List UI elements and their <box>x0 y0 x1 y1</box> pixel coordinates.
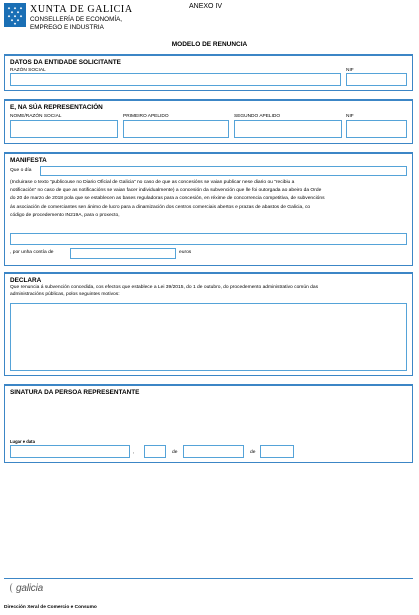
rep-name-field[interactable] <box>10 120 118 138</box>
org-name: XUNTA DE GALICIA <box>30 4 133 15</box>
declara-section <box>4 272 413 376</box>
company-name-label: RAZÓN SOCIAL <box>10 68 46 73</box>
manifesta-body-line-2: notificación” no caso de que as notificacións se vaian facer individualmente) a concesión da subvención que lle foi outorgada ao abeiro da Orde <box>10 188 322 194</box>
second-surname-label: SEGUNDO APELIDO <box>234 114 281 119</box>
applicant-section <box>4 54 413 91</box>
declara-body-line-1: Que renuncia á subvención concedida, cos efectos que establece a Lei 39/2015, do 1 de outubro, do procedemento administrativo común das <box>10 285 319 290</box>
month-field[interactable] <box>183 445 244 458</box>
signature-section-title: SINATURA DA PERSOA REPRESENTANTE <box>10 389 140 396</box>
rep-nif-field[interactable] <box>346 120 407 138</box>
form-title: MODELO DE RENUNCIA <box>171 41 248 48</box>
date-prefix-text: Que o día <box>10 168 32 173</box>
galicia-logo <box>10 583 43 594</box>
galicia-logo-text: galicia <box>16 583 43 594</box>
xunta-logo-icon <box>4 3 26 27</box>
manifesta-body-line-4: ás asociación de comerciantes sen ánimo de lucro para a dinamización dos centros comerciais abertos e prazas de abastos de Galicia, co <box>10 204 311 210</box>
company-name-field[interactable] <box>10 73 341 86</box>
amount-prefix-text: , por unha contía de <box>10 250 54 255</box>
footer-department: Dirección Xeral de Comercio e Consumo <box>4 605 97 610</box>
declara-body <box>10 285 409 298</box>
de-label-1: de <box>172 450 178 455</box>
place-date-label: Lugar e data <box>10 439 35 444</box>
declara-body-line-2: administracións públicas, polos seguintes motivos: <box>10 291 120 297</box>
manifesta-section <box>4 152 413 266</box>
applicant-nif-label: NIF <box>346 68 354 73</box>
department-name <box>30 16 122 31</box>
representative-section <box>4 99 413 144</box>
day-field[interactable] <box>144 445 166 458</box>
first-surname-field[interactable] <box>123 120 229 138</box>
manifesta-section-title: MANIFESTA <box>10 157 47 164</box>
signature-section <box>4 384 413 463</box>
rep-name-label: NOME/RAZÓN SOCIAL <box>10 114 62 119</box>
de-label-2: de <box>250 450 256 455</box>
project-field[interactable] <box>10 233 407 245</box>
manifesta-body-line-3: do 20 de marzo de 2018 pola que se establecen as bases reguladoras para a concesión, en réxime de concorrencia competitiva, de subvencións <box>10 196 325 202</box>
second-surname-field[interactable] <box>234 120 342 138</box>
department-line-2: EMPREGO E INDUSTRIA <box>30 23 104 31</box>
department-line-1: CONSELLERÍA DE ECONOMÍA, <box>30 16 123 23</box>
amount-field[interactable] <box>70 248 176 259</box>
annex-label: ANEXO IV <box>189 3 223 10</box>
manifesta-body-line-1: (Incluirase o texto “publicouse no Diario Oficial de Galicia” no caso de que as concesións se vaian publicar nese diario ou “recibiu a <box>10 180 295 185</box>
publication-date-field[interactable] <box>40 166 407 176</box>
reasons-textarea[interactable] <box>10 303 407 371</box>
year-field[interactable] <box>260 445 294 458</box>
rep-nif-label: NIF <box>346 114 354 119</box>
first-surname-label: PRIMEIRO APELIDO <box>123 114 169 119</box>
footer-divider <box>4 578 413 579</box>
place-comma: , <box>133 450 135 455</box>
manifesta-body <box>10 179 409 220</box>
representative-section-title: E, NA SÚA REPRESENTACIÓN <box>10 104 103 111</box>
place-field[interactable] <box>10 445 130 458</box>
currency-label: euros <box>179 250 192 255</box>
manifesta-body-line-5: código de procedemento IN219A, para o proxecto, <box>10 212 120 218</box>
declara-section-title: DECLARA <box>10 277 42 284</box>
applicant-section-title: DATOS DA ENTIDADE SOLICITANTE <box>10 59 121 66</box>
applicant-nif-field[interactable] <box>346 73 407 86</box>
